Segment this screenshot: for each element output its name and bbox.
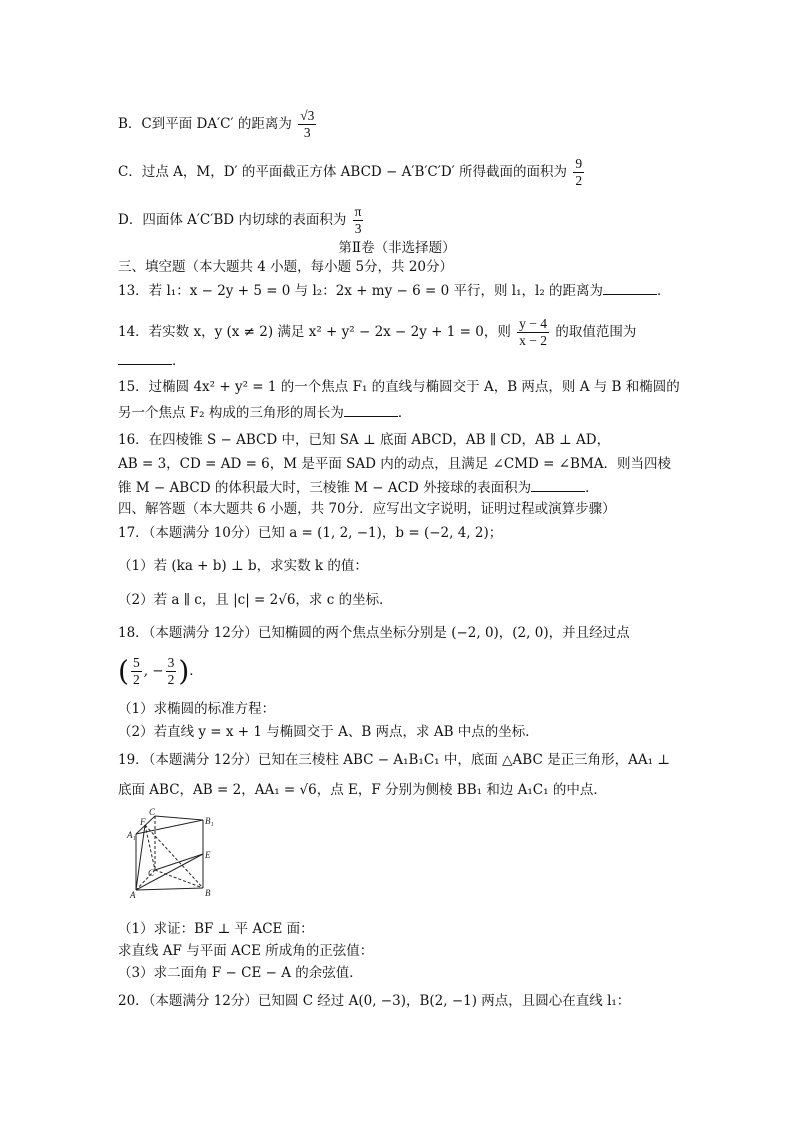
q14-answer-line: ． <box>118 352 186 370</box>
question-15-line1: 15．过椭圆 4x² + y² = 1 的一个焦点 F₁ 的直线与椭圆交于 A，B 两点，则 A 与 B 和椭圆的 <box>118 379 680 395</box>
question-19-part3: （3）求二面角 F − CE − A 的余弦值． <box>118 965 363 981</box>
question-17-part1: （1）若 (ka + b) ⊥ b，求实数 k 的值： <box>118 558 368 574</box>
label-a1: A₁ <box>127 830 136 840</box>
question-18: 18．（本题满分 12分）已知椭圆的两个焦点坐标分别是 (−2, 0)，(2, 0)，并且经过点 <box>118 625 630 641</box>
question-14: 14．若实数 x，y (x ≠ 2) 满足 x² + y² − 2x − 2y + 1 = 0，则 $\frac{y - 4}{x - 2}$ 的取值范围为 <box>118 316 637 348</box>
option-c-text: C．过点 A，M，D′ 的平面截正方体 ABCD − A′B′C′D′ 所得截面的面积为 <box>118 164 568 180</box>
q18-point: ( $\frac{5}{2}$ , − $\frac{3}{2}$ )． <box>118 654 203 688</box>
section-3-heading: 三、填空题（本大题共 4 小题，每小题 5分，共 20分） <box>118 259 454 275</box>
question-19-part1: （1）求证：BF ⊥ 平 ACE 面： <box>118 921 314 937</box>
label-c1: C <box>149 808 156 817</box>
option-c-fraction: $\frac{9}{2}$ <box>575 156 583 188</box>
label-b1: B₁ <box>205 816 214 826</box>
question-18-part1: （1）求椭圆的标准方程： <box>118 701 276 717</box>
question-13: 13．若 l₁：x − 2y + 5 = 0 与 l₂：2x + my − 6 = 0 平行，则 l₁，l₂ 的距离为 ． <box>118 283 671 299</box>
option-d <box>118 204 365 237</box>
label-a: A <box>130 890 136 900</box>
prism-figure <box>120 808 220 900</box>
question-17-part2: （2）若 a ∥ c，且 |c| = 2√6，求 c 的坐标． <box>118 592 393 608</box>
question-19-line2: 底面 ABC，AB = 2，AA₁ = √6，点 E，F 分别为侧棱 BB₁ 和边 A₁C₁ 的中点． <box>118 782 607 798</box>
option-d-text: D．四面体 A′C′BD 内切球的表面积为 <box>118 212 347 228</box>
label-c: C <box>148 868 155 878</box>
q14-fraction: $\frac{y - 4}{x - 2}$ <box>519 316 548 348</box>
option-c <box>118 156 586 189</box>
part2-title: 第Ⅱ卷（非选择题） <box>338 240 456 256</box>
answer-blank <box>603 282 657 295</box>
answer-blank <box>531 479 585 492</box>
option-d-fraction: $\frac{\pi}{3}$ <box>354 204 362 236</box>
question-19-part2: 求直线 AF 与平面 ACE 所成角的正弦值： <box>118 943 374 959</box>
question-20: 20．（本题满分 12分）已知圆 C 经过 A(0, −3)，B(2, −1) 两点，且圆心在直线 l₁： <box>118 993 631 1009</box>
question-16-line1: 16．在四棱锥 S − ABCD 中，已知 SA ⊥ 底面 ABCD，AB ∥ CD，AB ⊥ AD， <box>118 432 611 448</box>
label-e: E <box>205 850 211 860</box>
section-4-heading: 四、解答题（本大题共 6 小题，共 70分．应写出文字说明，证明过程或演算步骤） <box>118 501 616 517</box>
question-16-line2: AB = 3，CD = AD = 6，M 是平面 SAD 内的动点，且满足 ∠CMD = ∠BMA．则当四棱 <box>118 456 672 472</box>
label-b: B <box>205 888 211 898</box>
question-16-line3: 锥 M − ABCD 的体积最大时，三棱锥 M − ACD 外接球的表面积为 ． <box>118 480 599 496</box>
question-17: 17．（本题满分 10分）已知 a = (1, 2, −1)，b = (−2, 4, 2)； <box>118 525 503 541</box>
question-15-line2: 另一个焦点 F₂ 构成的三角形的周长为 ． <box>118 405 412 421</box>
option-b-fraction: $\frac{√3}{3}$ <box>300 108 315 140</box>
option-b-text: B．C到平面 DA′C′ 的距离为 <box>118 116 292 132</box>
option-b <box>118 108 318 141</box>
question-19-line1: 19．（本题满分 12分）已知在三棱柱 ABC − A₁B₁C₁ 中，底面 △ABC 是正三角形，AA₁ ⊥ <box>118 752 670 768</box>
answer-blank <box>344 404 398 417</box>
label-f: F <box>140 817 146 827</box>
question-18-part2: （2）若直线 y = x + 1 与椭圆交于 A、B 两点，求 AB 中点的坐标． <box>118 724 539 740</box>
answer-blank <box>118 352 172 365</box>
